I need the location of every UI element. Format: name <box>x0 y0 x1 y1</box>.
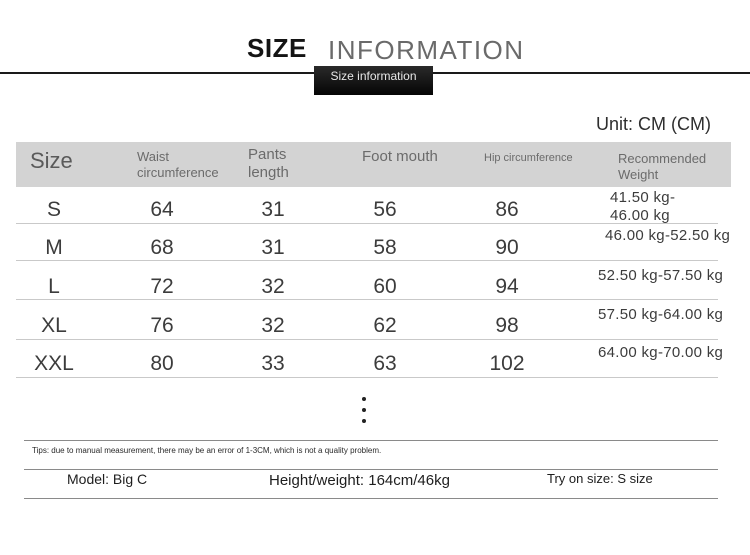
title-information: INFORMATION <box>328 35 525 65</box>
column-header-waist: Waist circumference <box>137 149 219 180</box>
row-divider <box>16 299 718 300</box>
unit-label: Unit: CM (CM) <box>596 114 711 134</box>
cell-recommended-weight: 41.50 kg-46.00 kg <box>610 189 676 224</box>
cell-size: L <box>48 275 60 298</box>
tips-divider <box>24 440 718 441</box>
model-height-weight: Height/weight: 164cm/46kg <box>269 472 450 489</box>
cell-pants-length: 31 <box>261 198 285 221</box>
cell-waist: 76 <box>150 314 174 337</box>
cell-hip: 86 <box>495 198 519 221</box>
tips-note: Tips: due to manual measurement, there may be an error of 1-3CM, which is not a quality problem. <box>32 446 382 455</box>
cell-waist: 72 <box>150 275 174 298</box>
cell-foot-mouth: 63 <box>373 352 397 375</box>
row-divider <box>16 260 718 261</box>
cell-pants-length: 32 <box>261 314 285 337</box>
column-header-recommended-weight: Recommended Weight <box>618 151 707 182</box>
more-dot <box>362 408 366 412</box>
column-header-pants-length: Pants length <box>248 146 289 181</box>
model-name: Model: Big C <box>67 471 148 487</box>
column-header-hip: Hip circumference <box>484 152 573 164</box>
cell-recommended-weight: 57.50 kg-64.00 kg <box>598 306 724 323</box>
cell-pants-length: 31 <box>261 236 285 259</box>
cell-foot-mouth: 60 <box>373 275 397 298</box>
cell-foot-mouth: 56 <box>373 198 397 221</box>
row-divider <box>16 339 718 340</box>
size-information-tab: Size information <box>314 66 433 95</box>
cell-recommended-weight: 46.00 kg-52.50 kg <box>605 227 731 244</box>
cell-waist: 64 <box>150 198 174 221</box>
cell-size: S <box>46 198 61 221</box>
more-dot <box>362 419 366 423</box>
model-try-on-size: Try on size: S size <box>547 471 653 486</box>
title-size: SIZE <box>247 33 307 63</box>
cell-recommended-weight: 52.50 kg-57.50 kg <box>598 267 724 284</box>
cell-hip: 90 <box>495 236 519 259</box>
footer-bottom-divider <box>24 498 718 499</box>
cell-hip: 94 <box>495 275 519 298</box>
cell-foot-mouth: 62 <box>373 314 397 337</box>
row-divider <box>16 377 718 378</box>
cell-recommended-weight: 64.00 kg-70.00 kg <box>598 344 724 361</box>
more-dot <box>362 397 366 401</box>
column-header-foot-mouth: Foot mouth <box>362 148 438 165</box>
column-header-size: Size <box>30 148 73 173</box>
cell-size: M <box>45 236 63 259</box>
cell-pants-length: 33 <box>261 352 285 375</box>
cell-waist: 80 <box>150 352 174 375</box>
cell-size: XXL <box>34 352 74 375</box>
cell-hip: 98 <box>495 314 519 337</box>
cell-size: XL <box>41 314 67 337</box>
cell-foot-mouth: 58 <box>373 236 397 259</box>
footer-divider <box>24 469 718 470</box>
cell-hip: 102 <box>489 352 525 375</box>
cell-waist: 68 <box>150 236 174 259</box>
cell-pants-length: 32 <box>261 275 285 298</box>
